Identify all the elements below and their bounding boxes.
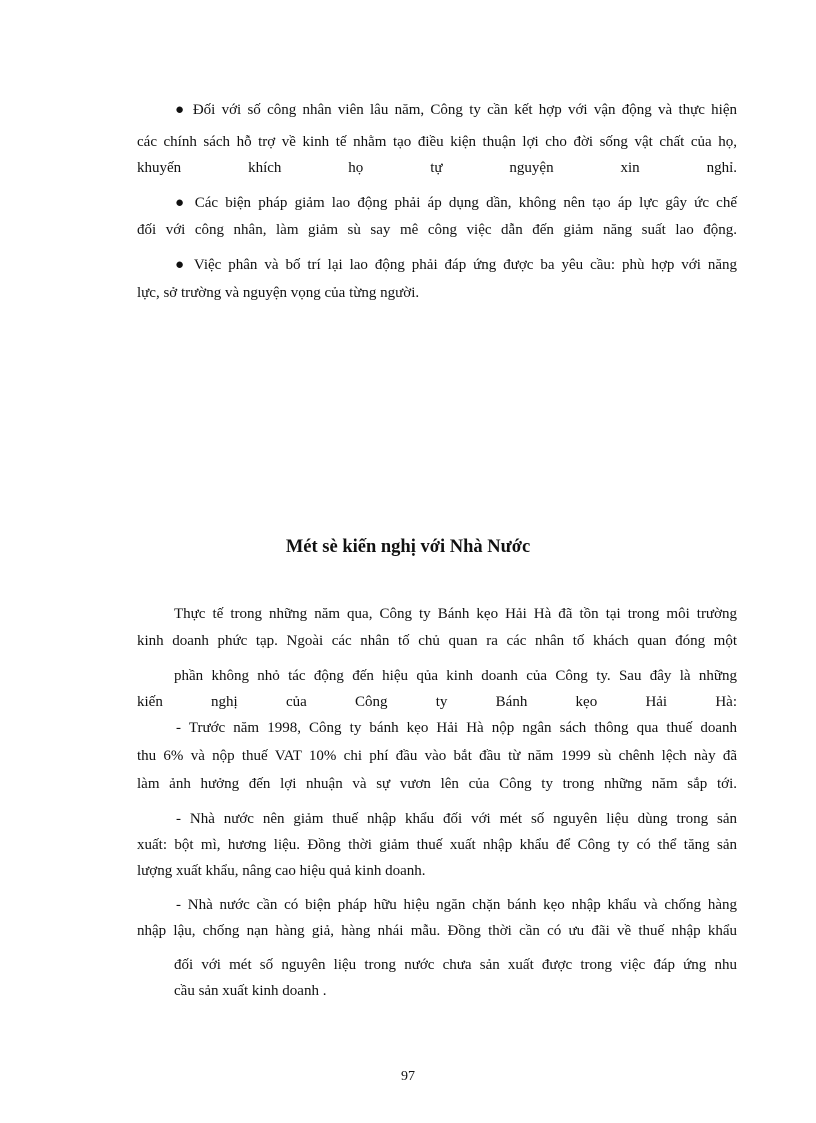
- bullet-3-line-2: lực, sở trường và nguyện vọng của từng người.: [137, 285, 420, 301]
- bullet-2-line-1: ● Các biện pháp giảm lao động phải áp dụng dần, không nên tạo áp lực gây ức chế: [175, 195, 737, 211]
- recommendation-2-line-2: xuất: bột mì, hương liệu. Đồng thời giảm thuế xuất nhập khẩu để Công ty có thể tăng sản: [137, 837, 737, 853]
- bullet-1-line-2: các chính sách hỗ trợ về kinh tế nhằm tạo điều kiện thuận lợi cho đời sống vật chất của họ,: [137, 134, 737, 150]
- recommendation-3-line-1: - Nhà nước cần có biện pháp hữu hiệu ngăn chặn bánh kẹo nhập khẩu và chống hàng: [176, 897, 737, 913]
- bullet-1-line-3: khuyến khích họ tự nguyện xin nghỉ.: [137, 160, 737, 176]
- recommendation-3-line-3: đối với mét số nguyên liệu trong nước chưa sản xuất được trong việc đáp ứng nhu: [174, 957, 737, 973]
- bullet-2-line-2: đối với công nhân, làm giảm sù say mê công việc dẫn đến giảm năng suất lao động.: [137, 222, 737, 238]
- page-number: 97: [401, 1069, 415, 1084]
- section-title: Mét sè kiến nghị với Nhà Nước: [285, 537, 531, 557]
- intro-line-1: Thực tế trong những năm qua, Công ty Bánh kẹo Hải Hà đã tồn tại trong môi trường: [174, 606, 737, 622]
- intro-line-4: kiến nghị của Công ty Bánh kẹo Hải Hà:: [137, 694, 737, 710]
- bullet-3-line-1: ● Việc phân và bố trí lại lao động phải đáp ứng được ba yêu cầu: phù hợp với năng: [175, 257, 737, 273]
- recommendation-2-line-3: lượng xuất khẩu, nâng cao hiệu quả kinh doanh.: [137, 863, 426, 879]
- recommendation-1-line-1: - Trước năm 1998, Công ty bánh kẹo Hải Hà nộp ngân sách thông qua thuế doanh: [176, 720, 737, 736]
- recommendation-3-line-4: cầu sản xuất kinh doanh .: [174, 983, 327, 999]
- bullet-1-line-1: ● Đối với số công nhân viên lâu năm, Công ty cần kết hợp với vận động và thực hiện: [175, 102, 737, 118]
- intro-line-3: phần không nhỏ tác động đến hiệu qủa kinh doanh của Công ty. Sau đây là những: [174, 668, 737, 684]
- recommendation-2-line-1: - Nhà nước nên giảm thuế nhập khẩu đối với mét số nguyên liệu dùng trong sản: [176, 811, 737, 827]
- recommendation-3-line-2: nhập lậu, chống nạn hàng giả, hàng nhái mẫu. Đồng thời cần có ưu đãi về thuế nhập khẩu: [137, 923, 737, 939]
- recommendation-1-line-3: làm ảnh hưởng đến lợi nhuận và sự vươn lên của Công ty trong những năm sắp tới.: [137, 776, 737, 792]
- intro-line-2: kinh doanh phức tạp. Ngoài các nhân tố chủ quan ra các nhân tố khách quan đóng một: [137, 633, 737, 649]
- recommendation-1-line-2: thu 6% và nộp thuế VAT 10% chi phí đầu vào bắt đầu từ năm 1999 sù chênh lệch này đã: [137, 748, 737, 764]
